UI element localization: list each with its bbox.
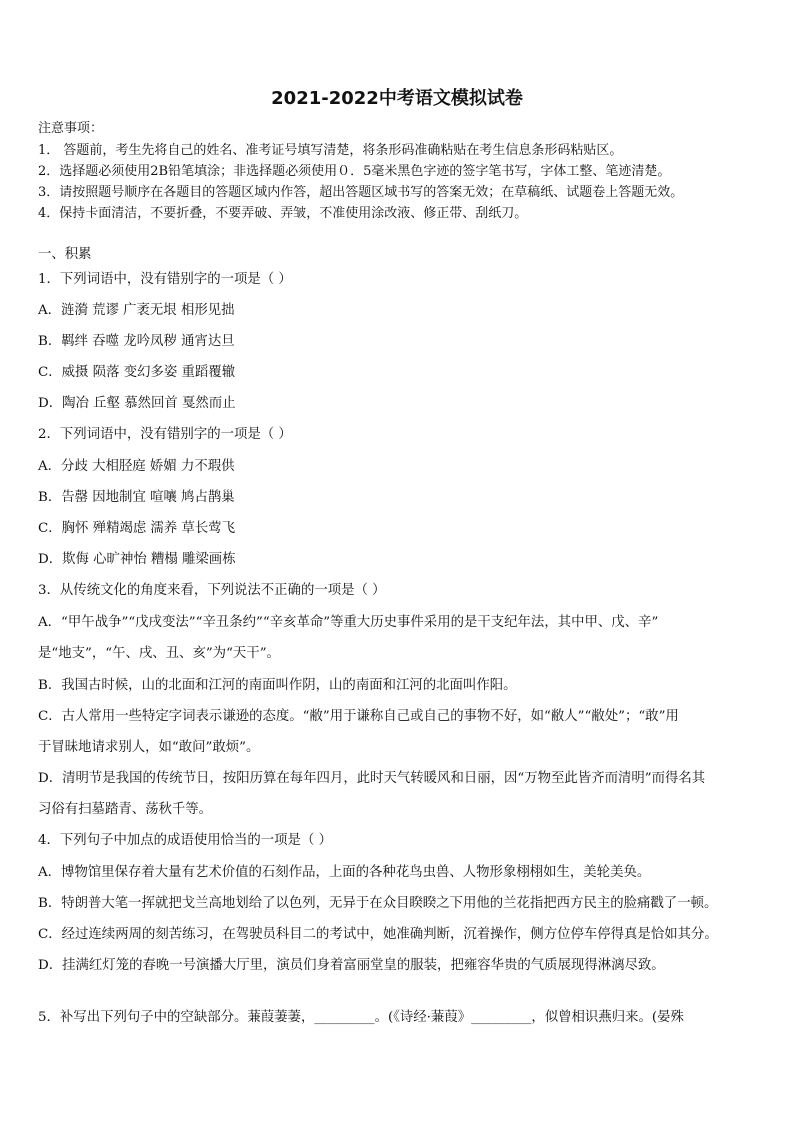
question-option: D．陶冶 丘壑 慕然回首 戛然而止: [38, 396, 236, 411]
question-option: 习俗有扫墓踏青、荡秋千等。: [38, 802, 213, 817]
question-option: B．特朗普大笔一挥就把戈兰高地划给了以色列，无异于在众目睽睽之下用他的兰花指把西方民主的脸痛戳了一顿。: [38, 896, 718, 911]
question-stem: 2．下列词语中，没有错别字的一项是（ ）: [38, 427, 292, 442]
question-option: C．古人常用一些特定字词表示谦逊的态度。“敝”用于谦称自己或自己的事物不好，如“敝人”“敝处”；“敢”用: [38, 709, 679, 724]
question-stem: 1．下列词语中，没有错别字的一项是（ ）: [38, 272, 292, 287]
notice-item: 4．保持卡面清洁，不要折叠，不要弄破、弄皱，不准使用涂改液、修正带、刮纸刀。: [38, 206, 528, 221]
question-option: D．欺侮 心旷神怡 糟榻 雕梁画栋: [38, 552, 236, 567]
notice-heading: 注意事项：: [38, 121, 104, 136]
question-option: B．我国古时候，山的北面和江河的南面叫作阴，山的南面和江河的北面叫作阳。: [38, 678, 517, 693]
question-option: B．羁绊 吞噬 龙吟凤秽 通宵达旦: [38, 334, 235, 349]
question-option: B．告罄 因地制宜 喧嚷 鸠占鹊巢: [38, 490, 235, 505]
question-option: A．分歧 大相胫庭 娇媚 力不瑕供: [38, 459, 235, 474]
question-stem: 5．补写出下列句子中的空缺部分。蒹葭萋萋，_________。(《诗经·蒹葭》_________，似曾相识燕归来。(晏殊: [38, 1010, 684, 1025]
question-option: A．涟漪 荒谬 广袤无垠 相形见拙: [38, 303, 235, 318]
question-option: A．“甲午战争”“戊戌变法”“辛丑条约”“辛亥革命”等重大历史事件采用的是干支纪年法，其中甲、戊、辛”: [38, 615, 659, 630]
notice-item: 1． 答题前，考生先将自己的姓名、准考证号填写清楚，将条形码准确粘贴在考生信息条形码粘贴区。: [38, 143, 623, 158]
question-stem: 4．下列句子中加点的成语使用恰当的一项是（ ）: [38, 833, 332, 848]
question-option: C．经过连续两周的刻苦练习，在驾驶员科目二的考试中，她准确判断，沉着操作，侧方位停车停得真是恰如其分。: [38, 927, 718, 942]
question-option: C．威摄 陨落 变幻多姿 重蹈覆辙: [38, 365, 236, 380]
question-option: C．胸怀 殚精竭虑 濡养 草长莺飞: [38, 521, 236, 536]
question-option: D．挂满红灯笼的春晚一号演播大厅里，演员们身着富丽堂皇的服装，把雍容华贵的气质展现得淋漓尽致。: [38, 958, 665, 973]
question-option: 于冒昧地请求别人，如“敢问”敢烦”。: [38, 740, 260, 755]
page-title: 2021-2022中考语文模拟试卷: [271, 88, 523, 109]
question-stem: 3．从传统文化的角度来看，下列说法不正确的一项是（ ）: [38, 583, 386, 598]
notice-item: 3．请按照题号顺序在各题目的答题区域内作答，超出答题区域书写的答案无效；在草稿纸、试题卷上答题无效。: [38, 185, 684, 200]
notice-item: 2．选择题必须使用2B铅笔填涂；非选择题必须使用０．5毫米黑色字迹的签字笔书写，字体工整、笔迹清楚。: [38, 164, 671, 179]
question-option: 是“地支”，“午、戌、丑、亥”为“天干”。: [38, 646, 280, 661]
section-heading: 一、积累: [38, 247, 92, 262]
question-option: D．清明节是我国的传统节日，按阳历算在每年四月，此时天气转暖风和日丽，因“万物至此皆齐而清明”而得名其: [38, 771, 706, 786]
question-option: A．博物馆里保存着大量有艺术价值的石刻作品，上面的各种花鸟虫兽、人物形象栩栩如生，美轮美奂。: [38, 865, 651, 880]
